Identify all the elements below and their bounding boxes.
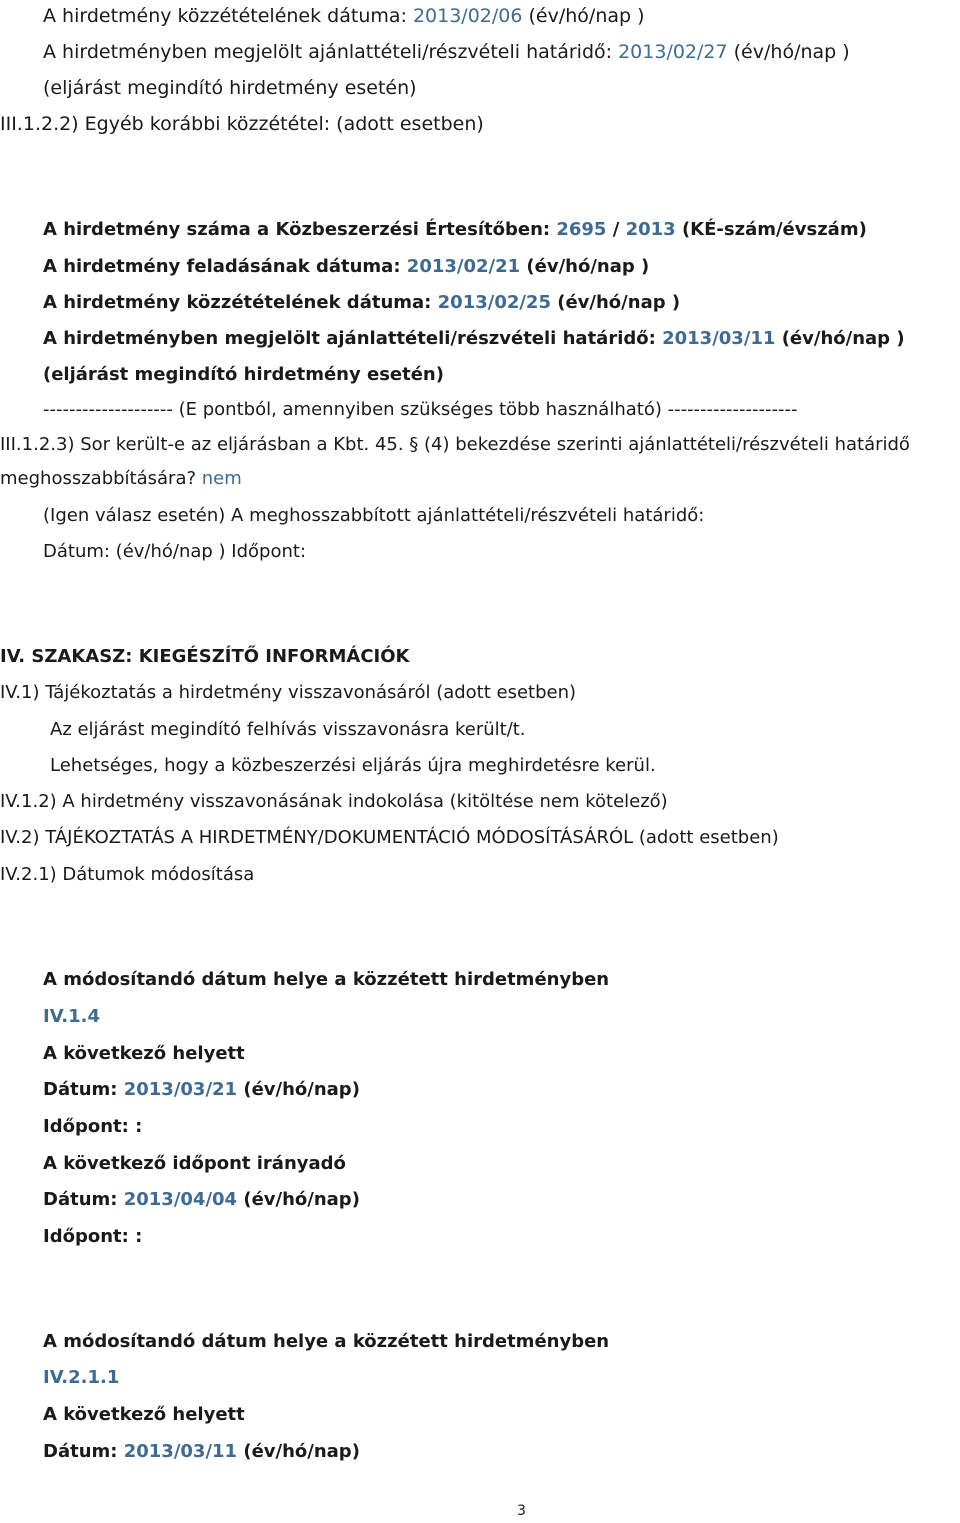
date-line <box>43 1440 360 1464</box>
extension-question: III.1.2.3) Sor került-e az eljárásban a Kbt. 45. § (4) bekezdése szerinti ajánlattételi/részvételi határidő <box>0 434 910 455</box>
deadline-line <box>43 40 850 64</box>
slash: / <box>606 219 626 240</box>
label: A hirdetmény feladásának dátuma: <box>43 256 407 277</box>
extension-deadline-line: (Igen válasz esetén) A meghosszabbított ajánlattételi/részvételi határidő: <box>43 505 705 526</box>
withdrawal-text: Lehetséges, hogy a közbeszerzési eljárás újra meghirdetésre kerül. <box>50 755 656 776</box>
subsection-heading: IV.1.2) A hirdetmény visszavonásának indokolása (kitöltése nem kötelező) <box>0 791 668 812</box>
unit: (KÉ-szám/évszám) <box>675 219 867 240</box>
label: A hirdetményben megjelölt ajánlattételi/részvételi határidő: <box>43 328 663 349</box>
label: Dátum: <box>43 1441 124 1462</box>
time-line: Időpont: : <box>43 1226 143 1247</box>
instead-of-label: A következő helyett <box>43 1404 245 1425</box>
label: A hirdetmény közzétételének dátuma: <box>43 292 438 313</box>
unit: (év/hó/nap ) <box>727 41 850 63</box>
notice-number: 2695 <box>556 219 607 240</box>
date-value: 2013/03/11 <box>123 1441 238 1462</box>
unit: (év/hó/nap ) <box>775 328 905 349</box>
unit: (év/hó/nap ) <box>520 256 650 277</box>
answer-value: nem <box>201 468 242 489</box>
modification-reference: IV.2.1.1 <box>43 1367 120 1388</box>
date-time-line: Dátum: (év/hó/nap ) Időpont: <box>43 541 307 562</box>
date-value: 2013/03/21 <box>123 1079 238 1100</box>
section-title: IV. SZAKASZ: KIEGÉSZÍTŐ INFORMÁCIÓK <box>0 646 410 667</box>
date-value: 2013/03/11 <box>662 328 776 349</box>
governing-label: A következő időpont irányadó <box>43 1153 346 1174</box>
subsection-heading: IV.2.1) Dátumok módosítása <box>0 864 255 885</box>
date-line <box>43 1078 360 1102</box>
date-value: 2013/04/04 <box>123 1189 238 1210</box>
separator-line: -------------------- (E pontból, amennyiben szükséges több használható) -------------------- <box>43 399 798 420</box>
label: Dátum: <box>43 1079 124 1100</box>
date-value: 2013/02/21 <box>406 256 521 277</box>
modification-reference: IV.1.4 <box>43 1006 101 1027</box>
subsection-heading: IV.1) Tájékoztatás a hirdetmény visszavonásáról (adott esetben) <box>0 682 577 703</box>
date-value: 2013/02/27 <box>618 41 728 63</box>
label: A hirdetményben megjelölt ajánlattételi/részvételi határidő: <box>43 41 619 63</box>
modification-heading: A módosítandó dátum helye a közzétett hirdetményben <box>43 1331 610 1352</box>
modification-heading: A módosítandó dátum helye a közzétett hirdetményben <box>43 969 610 990</box>
notice-number-line <box>43 218 867 242</box>
label: A hirdetmény száma a Közbeszerzési Értesítőben: <box>43 219 557 240</box>
date-value: 2013/02/25 <box>437 292 551 313</box>
unit: (év/hó/nap ) <box>522 5 645 27</box>
label: A hirdetmény közzétételének dátuma: <box>43 5 413 27</box>
instead-of-label: A következő helyett <box>43 1043 245 1064</box>
date-line <box>43 1188 360 1212</box>
sent-date-line <box>43 255 649 279</box>
withdrawal-text: Az eljárást megindító felhívás visszavonásra került/t. <box>50 719 526 740</box>
unit: (év/hó/nap) <box>237 1441 360 1462</box>
note-line: (eljárást megindító hirdetmény esetén) <box>43 77 417 99</box>
label: meghosszabbítására? <box>0 468 202 489</box>
unit: (év/hó/nap) <box>237 1189 360 1210</box>
extension-question-cont <box>0 467 242 491</box>
date-value: 2013/02/06 <box>412 5 523 27</box>
unit: (év/hó/nap) <box>237 1079 360 1100</box>
time-line: Időpont: : <box>43 1116 143 1137</box>
deadline-line <box>43 327 905 351</box>
published-date-line <box>43 4 645 28</box>
unit: (év/hó/nap ) <box>550 292 681 313</box>
label: Dátum: <box>43 1189 124 1210</box>
subsection-heading: IV.2) TÁJÉKOZTATÁS A HIRDETMÉNY/DOKUMENTÁCIÓ MÓDOSÍTÁSÁRÓL (adott esetben) <box>0 827 779 848</box>
page-number: 3 <box>517 1503 526 1519</box>
note-line: (eljárást megindító hirdetmény esetén) <box>43 364 444 385</box>
publication-date-line <box>43 291 680 315</box>
section-heading: III.1.2.2) Egyéb korábbi közzététel: (adott esetben) <box>0 113 484 135</box>
notice-year: 2013 <box>625 219 676 240</box>
